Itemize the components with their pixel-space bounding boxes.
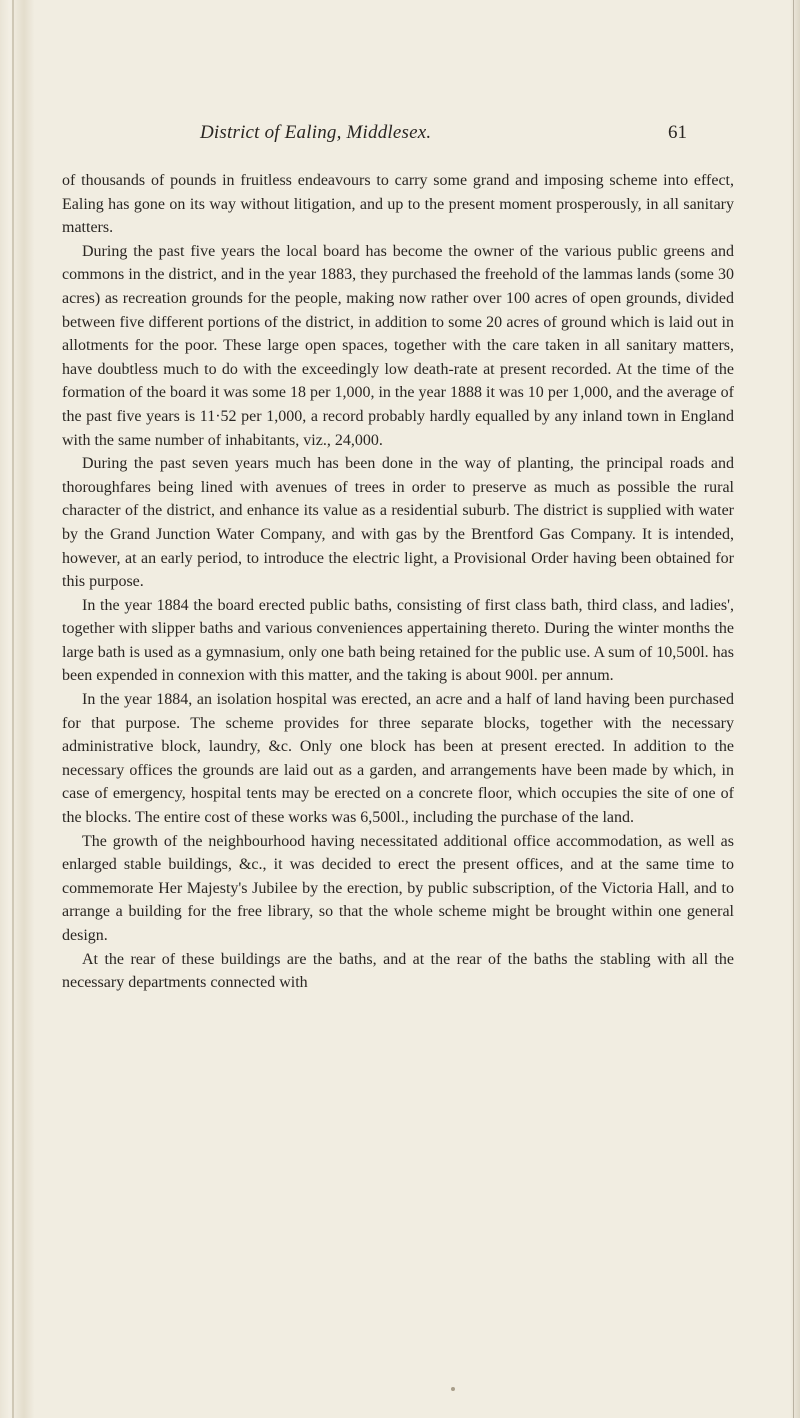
paragraph-7: At the rear of these buildings are the baths, and at the rear of the baths the stabling with all the necessary departments connected with [62, 950, 734, 992]
paragraph-2: During the past five years the local board has become the owner of the various public greens and commons in the district, and in the year 1883, they purchased the freehold of the lammas lands (some 30 acres) as recreation grounds for the people, making now rather over 100 acres of open grounds, divided between five different portions of the district, in addition to some 20 acres of ground which is laid out in allotments for the poor. These large open spaces, together with the care taken in all sanitary matters, have doubtless much to do with the exceedingly low death-rate at present recorded. At the time of the formation of the board it was some 18 per 1,000, in the year 1888 it was 10 per 1,000, and the average of the past five years is 11·52 per 1,000, a record probably hardly equalled by any inland town in England with the same number of inhabitants, viz., 24,000. [62, 242, 734, 449]
page-number: 61 [668, 122, 687, 143]
paragraph-6: The growth of the neighbourhood having necessitated additional office accommodation, as well as enlarged stable buildings, &c., it was decided to erect the present offices, and at the same time to commemorate Her Majesty's Jubilee by the erection, by public subscription, of the Victoria Hall, and to arrange a building for the free library, so that the whole scheme might be brought within one general design. [62, 832, 734, 944]
paragraph-3: During the past seven years much has been done in the way of planting, the principal roads and thoroughfares being lined with avenues of trees in order to preserve as much as possible the rural character of the district, and enhance its value as a residential suburb. The district is supplied with water by the Grand Junction Water Company, and with gas by the Brentford Gas Company. It is intended, however, at an early period, to introduce the electric light, a Provisional Order having been obtained for this purpose. [62, 455, 734, 591]
ink-speck [451, 1387, 455, 1391]
body-text [62, 169, 734, 995]
running-head: District of Ealing, Middlesex. [200, 122, 432, 143]
page-header [60, 122, 780, 152]
page-edge [790, 0, 800, 1418]
paragraph-5: In the year 1884, an isolation hospital was erected, an acre and a half of land having been purchased for that purpose. The scheme provides for three separate blocks, together with the necessary administrative block, laundry, &c. Only one block has been at present erected. In addition to the necessary offices the grounds are laid out as a garden, and arrangements have been made by which, in case of emergency, hospital tents may be erected on a concrete floor, which occupies the site of one of the blocks. The entire cost of these works was 6,500l., including the purchase of the land. [62, 691, 734, 827]
book-spine-gutter [0, 0, 34, 1418]
paragraph-1: of thousands of pounds in fruitless endeavours to carry some grand and imposing scheme into effect, Ealing has gone on its way without litigation, and up to the present moment prosperously, in all sanitary matters. [62, 172, 734, 237]
paragraph-4: In the year 1884 the board erected public baths, consisting of first class bath, third class, and ladies', together with slipper baths and various conveniences appertaining thereto. During the winter months the large bath is used as a gymnasium, only one bath being retained for the public use. A sum of 10,500l. has been expended in connexion with this matter, and the taking is about 900l. per annum. [62, 596, 734, 685]
